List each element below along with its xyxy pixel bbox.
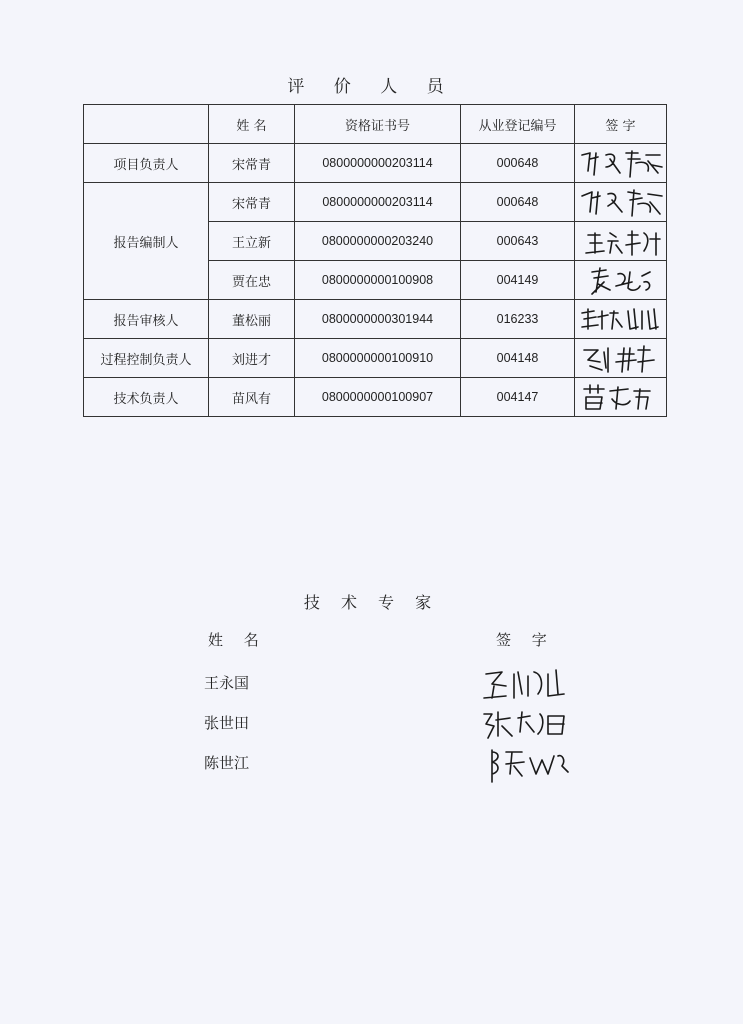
- role-cell: 项目负责人: [84, 144, 209, 183]
- reg-cell: 000648: [461, 144, 575, 183]
- evaluators-table: [83, 104, 667, 417]
- cert-cell: 0800000000100910: [295, 339, 461, 378]
- name-cell: 苗风有: [209, 378, 295, 417]
- reg-cell: 004149: [461, 261, 575, 300]
- reg-cell: 000643: [461, 222, 575, 261]
- name-cell: 贾在忠: [209, 261, 295, 300]
- cert-cell: 0800000000203114: [295, 144, 461, 183]
- signature-cell: [575, 183, 667, 222]
- handwritten-signature: [576, 262, 666, 298]
- experts-signature-header: 签 字: [496, 631, 555, 649]
- reg-cell: 016233: [461, 300, 575, 339]
- cert-cell: 0800000000100907: [295, 378, 461, 417]
- table-row: [84, 300, 667, 339]
- expert-row: [0, 744, 743, 784]
- name-cell: 刘进才: [209, 339, 295, 378]
- table-row: [84, 183, 667, 222]
- name-cell: 宋常青: [209, 183, 295, 222]
- name-cell: 董松丽: [209, 300, 295, 339]
- handwritten-signature: [478, 744, 588, 786]
- header-role: [84, 105, 209, 144]
- handwritten-signature: [576, 223, 666, 259]
- handwritten-signature: [576, 379, 666, 415]
- expert-row: [0, 664, 743, 704]
- cert-cell: 0800000000203240: [295, 222, 461, 261]
- signature-cell: [575, 378, 667, 417]
- table-header-row: [84, 105, 667, 144]
- header-reg: 从业登记编号: [461, 105, 575, 144]
- role-cell: 技术负责人: [84, 378, 209, 417]
- role-cell: 报告编制人: [84, 183, 209, 300]
- cert-cell: 0800000000301944: [295, 300, 461, 339]
- expert-name: 王永国: [204, 674, 250, 692]
- page-title: 评 价 人 员: [287, 77, 456, 97]
- handwritten-signature: [576, 340, 666, 376]
- name-cell: 宋常青: [209, 144, 295, 183]
- header-signature: 签 字: [575, 105, 667, 144]
- signature-cell: [575, 261, 667, 300]
- expert-row: [0, 704, 743, 744]
- experts-name-header: 姓 名: [208, 631, 267, 649]
- handwritten-signature: [478, 664, 588, 706]
- cert-cell: 0800000000100908: [295, 261, 461, 300]
- signature-cell: [575, 300, 667, 339]
- expert-name: 张世田: [204, 714, 250, 732]
- expert-name: 陈世江: [204, 754, 250, 772]
- header-cert: 资格证书号: [295, 105, 461, 144]
- table-row: [84, 378, 667, 417]
- signature-cell: [575, 222, 667, 261]
- role-cell: 报告审核人: [84, 300, 209, 339]
- table-row: [84, 339, 667, 378]
- header-name: 姓 名: [209, 105, 295, 144]
- reg-cell: 000648: [461, 183, 575, 222]
- handwritten-signature: [576, 145, 666, 181]
- name-cell: 王立新: [209, 222, 295, 261]
- table-row: [84, 144, 667, 183]
- handwritten-signature: [478, 704, 588, 746]
- handwritten-signature: [576, 184, 666, 220]
- signature-cell: [575, 144, 667, 183]
- signature-cell: [575, 339, 667, 378]
- cert-cell: 0800000000203114: [295, 183, 461, 222]
- reg-cell: 004148: [461, 339, 575, 378]
- handwritten-signature: [576, 301, 666, 337]
- experts-title: 技 术 专 家: [303, 593, 440, 612]
- reg-cell: 004147: [461, 378, 575, 417]
- role-cell: 过程控制负责人: [84, 339, 209, 378]
